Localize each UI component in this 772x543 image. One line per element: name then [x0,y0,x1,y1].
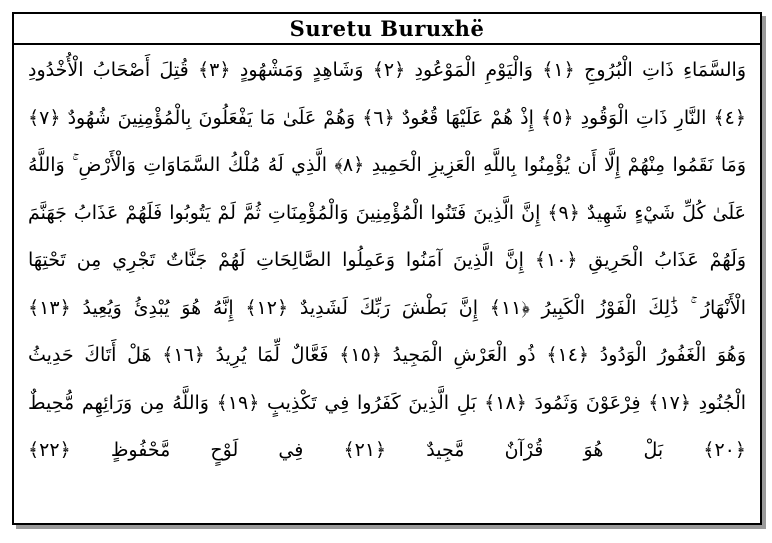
text-line-5: وَلَهُمْ عَذَابُ الْحَرِيقِ ﴿١٠﴾ إِنَّ الَّذِينَ آمَنُوا وَعَمِلُوا الصَّالِحَاتِ لَهُمْ جَنَّاتٌ تَجْرِي مِن تَحْتِهَا [28,249,746,271]
text-line-3: وَمَا نَقَمُوا مِنْهُمْ إِلَّا أَن يُؤْمِنُوا بِاللَّهِ الْعَزِيزِ الْحَمِيدِ ﴿٨﴾ الَّذِي لَهُ مُلْكُ السَّمَاوَاتِ وَالْأَرْضِ ۚ وَاللَّهُ [28,154,746,176]
arabic-text-body [28,47,746,515]
text-line-9: ﴿٢٠﴾ بَلْ هُوَ قُرْآنٌ مَّجِيدٌ ﴿٢١﴾ فِي لَوْحٍ مَّحْفُوظٍ ﴿٢٢﴾ [28,439,746,461]
text-line-6: الْأَنْهَارُ ۚ ذَٰلِكَ الْفَوْزُ الْكَبِيرُ ﴿١١﴾ إِنَّ بَطْشَ رَبِّكَ لَشَدِيدٌ ﴿١٢﴾ إِنَّهُ هُوَ يُبْدِئُ وَيُعِيدُ ﴿١٣﴾ [28,296,746,319]
text-line-7: وَهُوَ الْغَفُورُ الْوَدُودُ ﴿١٤﴾ ذُو الْعَرْشِ الْمَجِيدُ ﴿١٥﴾ فَعَّالٌ لِّمَا يُرِيدُ ﴿١٦﴾ هَلْ أَتَاكَ حَدِيثُ [28,344,746,366]
text-line-1: وَالسَّمَاءِ ذَاتِ الْبُرُوجِ ﴿١﴾ وَالْيَوْمِ الْمَوْعُودِ ﴿٢﴾ وَشَاهِدٍ وَمَشْهُودٍ ﴿٣﴾ قُتِلَ أَصْحَابُ الْأُخْدُودِ [28,59,746,81]
title-bar [14,14,760,45]
text-line-8: الْجُنُودِ ﴿١٧﴾ فِرْعَوْنَ وَثَمُودَ ﴿١٨﴾ بَلِ الَّذِينَ كَفَرُوا فِي تَكْذِيبٍ ﴿١٩﴾ وَاللَّهُ مِن وَرَائِهِم مُّحِيطٌ [28,391,746,414]
text-line-2: ﴿٤﴾ النَّارِ ذَاتِ الْوَقُودِ ﴿٥﴾ إِذْ هُمْ عَلَيْهَا قُعُودٌ ﴿٦﴾ وَهُمْ عَلَىٰ مَا يَفْعَلُونَ بِالْمُؤْمِنِينَ شُهُودٌ ﴿٧﴾ [28,106,746,129]
document-frame [12,12,762,525]
text-line-4: عَلَىٰ كُلِّ شَيْءٍ شَهِيدٌ ﴿٩﴾ إِنَّ الَّذِينَ فَتَنُوا الْمُؤْمِنِينَ وَالْمُؤْمِنَاتِ ثُمَّ لَمْ يَتُوبُوا فَلَهُمْ عَذَابُ جَهَنَّمَ [28,201,746,224]
document-title: Suretu Buruxhë [289,16,485,41]
